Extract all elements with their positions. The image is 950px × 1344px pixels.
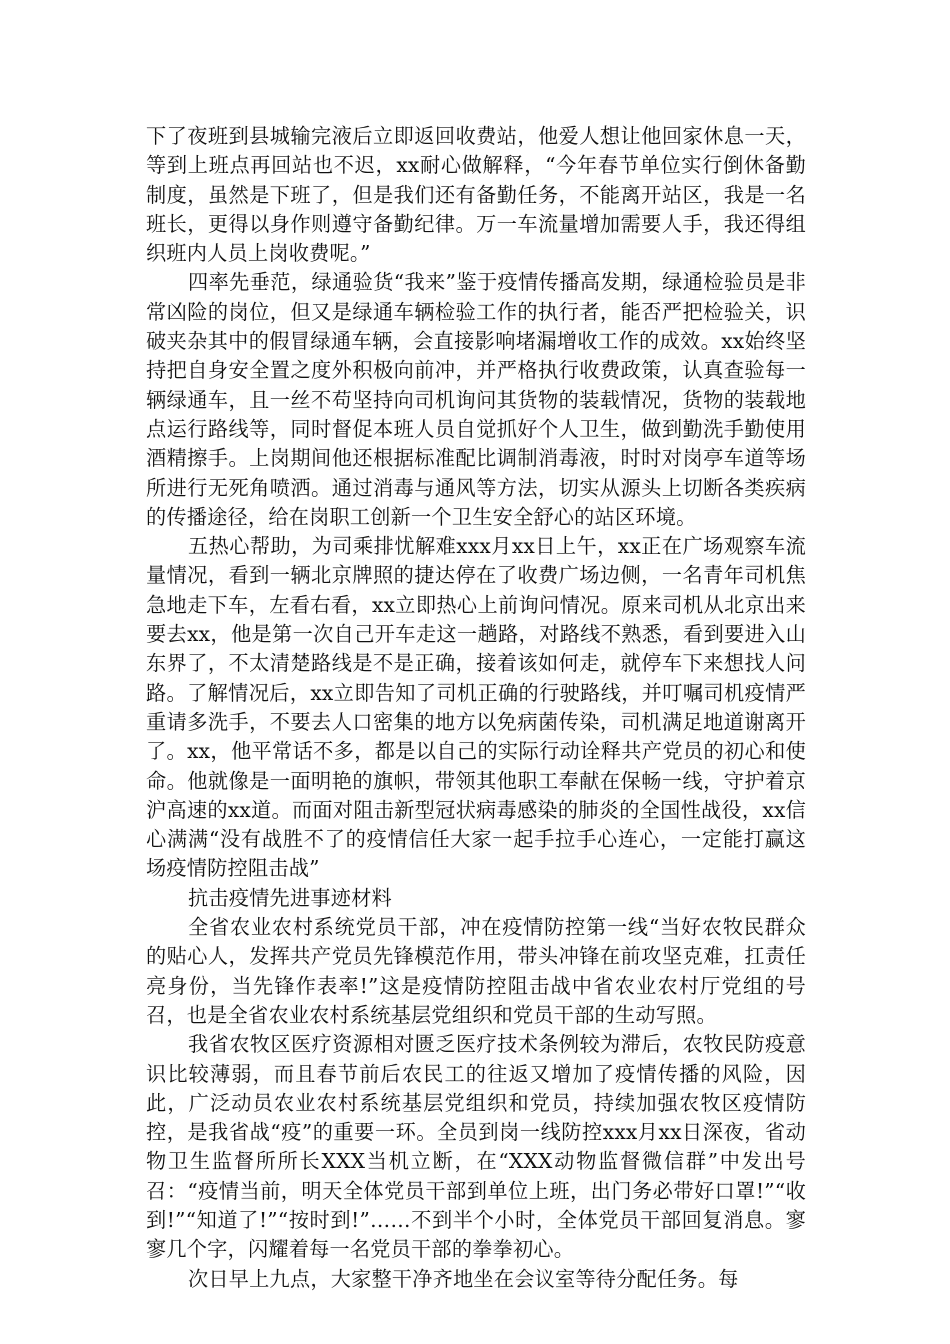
paragraph-4: 全省农业农村系统党员干部，冲在疫情防控第一线“当好农牧民群众的贴心人，发挥共产党员先锋模范作用，带头冲锋在前攻坚克难，扛责任亮身份，当先锋作表率!”这是疫情防控阻击战中省农业农村厅党组的号召，也是全省农业农村系统基层党组织和党员干部的生动写照。: [146, 915, 806, 1027]
paragraph-3: 五热心帮助，为司乘排忧解难xxx月xx日上午，xx正在广场观察车流量情况，看到一辆北京牌照的捷达停在了收费广场边侧，一名青年司机焦急地走下车，左看右看，xx立即热心上前询问情况。原来司机从北京出来要去xx，他是第一次自己开车走这一趟路，对路线不熟悉，看到要进入山东界了，不太清楚路线是不是正确，接着该如何走，就停车下来想找人问路。了解情况后，xx立即告知了司机正确的行驶路线，并叮嘱司机疫情严重请多洗手，不要去人口密集的地方以免病菌传染，司机满足地道谢离开了。xx，他平常话不多，都是以自己的实际行动诠释共产党员的初心和使命。他就像是一面明艳的旗帜，带领其他职工奉献在保畅一线，守护着京沪高速的xx道。而面对阻击新型冠状病毒感染的肺炎的全国性战役，xx信心满满“没有战胜不了的疫情信任大家一起手拉手心连心，一定能打赢这场疫情防控阻击战”: [146, 534, 806, 881]
document-page: [146, 122, 806, 1294]
section-heading: 抗击疫情先进事迹材料: [188, 885, 392, 910]
paragraph-6: 次日早上九点，大家整干净齐地坐在会议室等待分配任务。每: [188, 1266, 739, 1291]
paragraph-2: 四率先垂范，绿通验货“我来”鉴于疫情传播高发期，绿通检验员是非常凶险的岗位，但又是绿通车辆检验工作的执行者，能否严把检验关，识破夹杂其中的假冒绿通车辆，会直接影响堵漏增收工作的成效。xx始终坚持把自身安全置之度外积极向前冲，并严格执行收费政策，认真查验每一辆绿通车，且一丝不苟坚持向司机询问其货物的装载情况，货物的装载地点运行路线等，同时督促本班人员自觉抓好个人卫生，做到勤洗手勤使用酒精擦手。上岗期间他还根据标准配比调制消毒液，时时对岗亭车道等场所进行无死角喷洒。通过消毒与通风等方法，切实从源头上切断各类疾病的传播途径，给在岗职工创新一个卫生安全舒心的站区环境。: [146, 270, 806, 529]
paragraph-5: 我省农牧区医疗资源相对匮乏医疗技术条例较为滞后，农牧民防疫意识比较薄弱，而且春节前后农民工的往返又增加了疫情传播的风险，因此，广泛动员农业农村系统基层党组织和党员，持续加强农牧区疫情防控，是我省战“疫”的重要一环。全员到岗一线防控xxx月xx日深夜，省动物卫生监督所所长XXX当机立断，在“XXX动物监督微信群”中发出号召：“疫情当前，明天全体党员干部到单位上班，出门务必带好口罩!”“收到!”“知道了!”“按时到!”……不到半个小时，全体党员干部回复消息。寥寥几个字，闪耀着每一名党员干部的拳拳初心。: [146, 1032, 806, 1262]
paragraph-1: 下了夜班到县城输完液后立即返回收费站，他爱人想让他回家休息一天，等到上班点再回站也不迟，xx耐心做解释，“今年春节单位实行倒休备勤制度，虽然是下班了，但是我们还有备勤任务，不能离开站区，我是一名班长，更得以身作则遵守备勤纪律。万一车流量增加需要人手，我还得组织班内人员上岗收费呢。”: [146, 124, 806, 266]
